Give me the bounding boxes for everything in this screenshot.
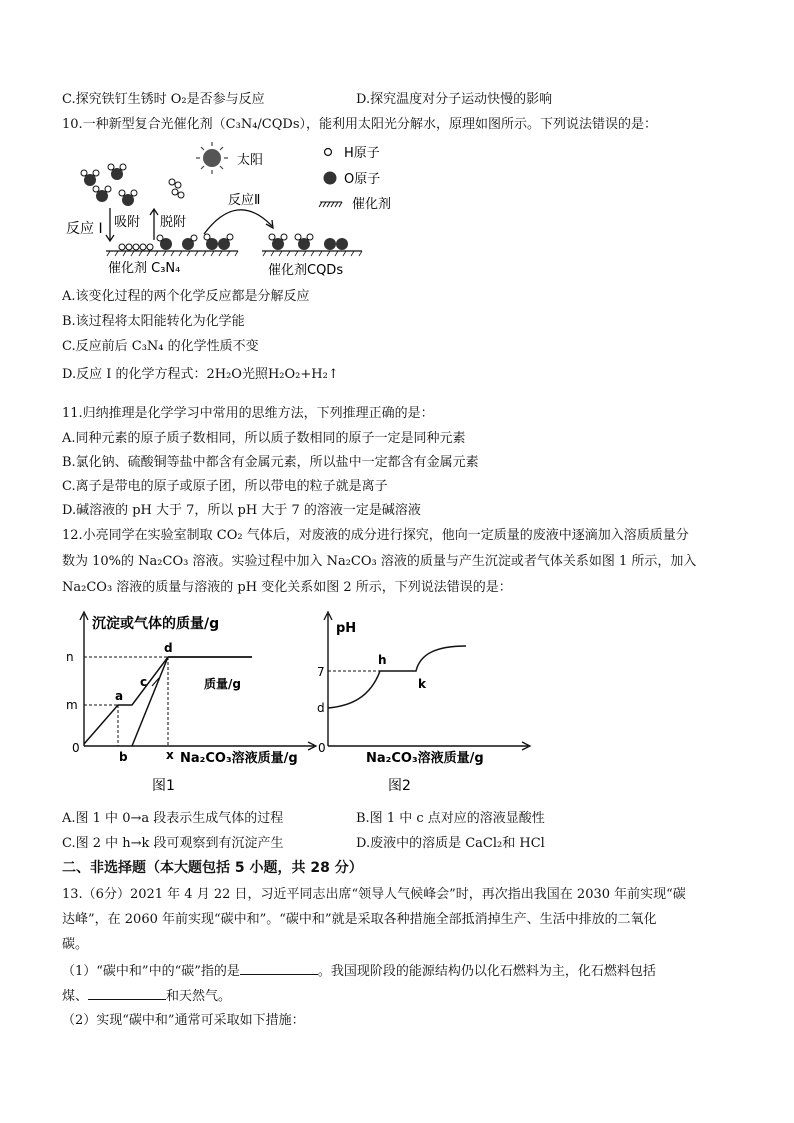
fig1-curve-rise (132, 657, 168, 746)
catalyst-cqds-surface (262, 234, 362, 256)
section-heading: 二、非选择题（本大题包括 5 小题，共 28 分） (62, 860, 363, 876)
desorb-label: 脱附 (160, 215, 187, 230)
q13-sub1 (62, 962, 656, 981)
q10-figure (62, 138, 422, 284)
q12-option-a: A.图 1 中 0→a 段表示生成气体的过程 (62, 811, 284, 826)
answer-blank-1[interactable] (240, 962, 318, 975)
answer-blank-2[interactable] (88, 987, 166, 1000)
q12-option-c: C.图 2 中 h→k 段可观察到有沉淀产生 (62, 836, 284, 851)
fig1-origin: 0 (72, 741, 80, 755)
fig2-y-7: 7 (317, 665, 325, 679)
q11-option-d: D.碱溶液的 pH 大于 7，所以 pH 大于 7 的溶液一定是碱溶液 (62, 503, 421, 518)
fig1-point-a: a (115, 689, 124, 703)
q10-option-d: D.反应 I 的化学方程式：2H₂O光照H₂O₂+H₂↑ (62, 367, 339, 382)
h-atom-icon (325, 149, 332, 156)
o-atom-icon (324, 172, 337, 185)
q13-sub1-text-c: 煤、 (62, 989, 89, 1004)
q10-option-b: B.该过程将太阳能转化为化学能 (62, 314, 245, 329)
q12-stem-line2: 数为 10%的 Na₂CO₃ 溶液。实验过程中加入 Na₂CO₃ 溶液的质量与产生沉淀或者气体关系如图 1 所示，加入 (62, 554, 697, 569)
catalyst1-label: 催化剂 C₃N₄ (108, 261, 181, 276)
q10-option-a: A.该变化过程的两个化学反应都是分解反应 (62, 289, 310, 304)
sun-icon (196, 142, 228, 174)
q9-option-d: D.探究温度对分子运动快慢的影响 (356, 92, 553, 107)
q12-option-d: D.废液中的溶质是 CaCl₂和 HCl (356, 836, 545, 851)
q13-line3: 碳。 (62, 937, 89, 952)
fig1-point-b: b (119, 750, 128, 764)
fig1-point-x: x (166, 748, 174, 762)
fig1-curve (84, 657, 252, 744)
fig1-ylabel: 沉淀或气体的质量/g (92, 616, 220, 632)
catalyst2-label: 催化剂CQDs (268, 263, 344, 278)
fig2-point-k: k (418, 677, 426, 691)
q11-stem: 11.归纳推理是化学学习中常用的思维方法，下列推理正确的是： (62, 406, 434, 421)
fig2-origin: 0 (318, 741, 326, 755)
fig2-xlabel: Na₂CO₃溶液质量/g (366, 751, 484, 766)
legend-catalyst-label: 催化剂 (352, 197, 392, 212)
sun-label: 太阳 (237, 153, 264, 168)
q12-figure2 (316, 606, 536, 798)
legend-o-label: O原子 (344, 172, 381, 187)
catalyst-legend-icon (319, 202, 342, 207)
fig1-xlabel: Na₂CO₃溶液质量/g (180, 751, 298, 766)
fig2-caption: 图2 (388, 778, 411, 794)
q10-stem: 10.一种新型复合光催化剂（C₃N₄/CQDs），能利用太阳光分解水，原理如图所示。下列说法错误的是： (62, 117, 657, 132)
fig1-point-d: d (164, 641, 173, 655)
adsorb-label: 吸附 (114, 215, 141, 230)
q13-sub2: （2）实现“碳中和”通常可采取如下措施： (62, 1013, 305, 1028)
water-molecules-icon (81, 164, 137, 206)
catalyst-c3n4-surface (106, 234, 238, 256)
q13-sub1-text-d: 和天然气。 (166, 989, 232, 1004)
fig1-point-c: c (140, 675, 148, 689)
q13-line1: 13.（6分）2021 年 4 月 22 日，习近平同志出席“领导人气候峰会”时，再次指出我国在 2030 年前实现“碳 (62, 887, 686, 902)
q13-sub1-text-a: （1）“碳中和”中的“碳”指的是 (62, 964, 240, 979)
hydrogen-molecules-icon (169, 179, 184, 198)
q9-option-c: C.探究铁钉生锈时 O₂是否参与反应 (62, 92, 265, 107)
fig2-point-h: h (378, 653, 387, 667)
q11-option-c: C.离子是带电的原子或原子团，所以带电的粒子就是离子 (62, 479, 388, 494)
legend-h-label: H原子 (344, 146, 380, 161)
q12-stem-line3: Na₂CO₃ 溶液的质量与溶液的 pH 变化关系如图 2 所示，下列说法错误的是： (62, 580, 512, 595)
fig1-guides (84, 657, 168, 746)
fig2-curve (328, 646, 466, 708)
q13-sub1-text-b: 。我国现阶段的能源结构仍以化石燃料为主，化石燃料包括 (317, 964, 656, 979)
q11-option-a: A.同种元素的原子质子数相同，所以质子数相同的原子一定是同种元素 (62, 431, 466, 446)
reaction1-label: 反应 I (66, 221, 103, 237)
q12-option-b: B.图 1 中 c 点对应的溶液显酸性 (356, 811, 545, 826)
q12-stem-line1: 12.小亮同学在实验室制取 CO₂ 气体后，对废液的成分进行探究，他向一定质量的废液中逐滴加入溶质质量分 (62, 528, 689, 543)
q10-option-c: C.反应前后 C₃N₄ 的化学性质不变 (62, 339, 259, 354)
q13-sub1-cont (62, 987, 231, 1006)
fig1-inner-label: 质量/g (204, 677, 241, 691)
fig1-caption: 图1 (152, 778, 175, 794)
q12-figure1 (62, 606, 324, 798)
fig2-y-d: d (317, 701, 325, 715)
fig2-ylabel: pH (336, 621, 357, 636)
fig1-y-n: n (66, 650, 74, 664)
q13-line2: 达峰”，在 2060 年前实现“碳中和”。“碳中和”就是采取各种措施全部抵消掉生产、生活中排放的二氧化 (62, 912, 657, 927)
reaction2-label: 反应Ⅱ (228, 193, 261, 208)
q11-option-b: B.氯化钠、硫酸铜等盐中都含有金属元素，所以盐中一定都含有金属元素 (62, 455, 479, 470)
fig1-y-m: m (66, 698, 78, 712)
